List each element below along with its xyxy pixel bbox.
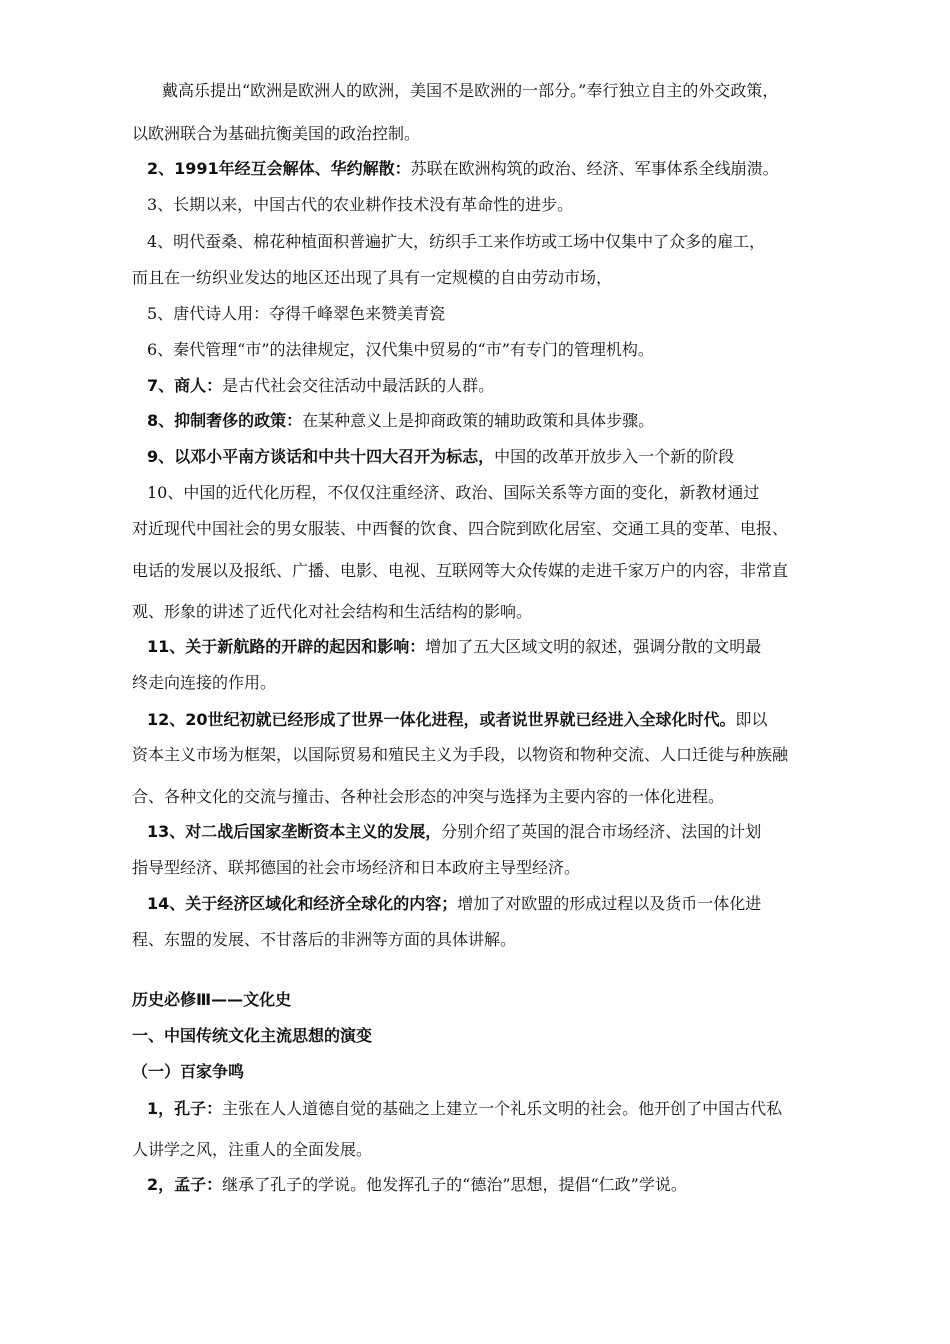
line-text: 观、形象的讲述了近代化对社会结构和生活结构的影响。 [132,602,533,621]
text-line [147,194,573,216]
section-title [132,989,291,1011]
text-line [147,709,768,731]
text-line [147,303,445,325]
line-text: 增加了对欧盟的形成过程以及货币一体化进 [457,894,762,913]
section-title-text: 历史必修Ⅲ——文化史 [132,990,292,1009]
line-text: 电话的发展以及报纸、广播、电影、电视、互联网等大众传媒的走进千家万户的内容，非常直 [132,561,789,580]
line-text: 6、秦代管理“市”的法律规定，汉代集中贸易的“市”有专门的管理机构。 [147,340,654,359]
text-line [147,1174,687,1196]
line-heading: 9、以邓小平南方谈话和中共十四大召开为标志， [147,447,495,466]
line-text: 5、唐代诗人用：夺得千峰翠色来赞美青瓷 [147,304,446,323]
line-text: 10、中国的近代化历程，不仅仅注重经济、政治、国际关系等方面的变化，新教材通过 [147,483,760,502]
line-text: 以欧洲联合为基础抗衡美国的政治控制。 [132,124,421,143]
text-line [132,560,788,582]
line-heading: 12、20世纪初就已经形成了世界一体化进程，或者说世界就已经进入全球化时代。 [147,710,736,729]
line-heading: 2，孟子： [147,1175,223,1194]
chapter-heading [132,1025,372,1047]
text-line [147,158,779,180]
line-text: 程、东盟的发展、不甘落后的非洲等方面的具体讲解。 [132,930,517,949]
line-text: 是古代社会交往活动中最活跃的人群。 [222,376,495,395]
line-heading: 14、关于经济区域化和经济全球化的内容； [147,894,458,913]
line-text: 戴高乐提出“欧洲是欧洲人的欧洲，美国不是欧洲的一部分。”奉行独立自主的外交政策， [162,81,779,100]
line-text: 苏联在欧洲构筑的政治、经济、军事体系全线崩溃。 [410,159,779,178]
line-text: 增加了五大区域文明的叙述，强调分散的文明最 [425,637,762,656]
line-text: 中国的改革开放步入一个新的阶段 [494,447,735,466]
text-line [132,123,420,145]
text-line [147,482,759,504]
line-text: 分别介绍了英国的混合市场经济、法国的计划 [441,822,762,841]
line-heading: 11、关于新航路的开辟的起因和影响： [147,637,426,656]
text-line [132,744,788,766]
line-text: 4、明代蚕桑、棉花种植面积普遍扩大，纺织手工来作坊或工场中仅集中了众多的雇工， [147,232,766,251]
text-line [147,339,654,361]
line-text: 在某种意义上是抑商政策的辅助政策和具体步骤。 [302,411,655,430]
line-text: 3、长期以来，中国古代的农业耕作技术没有革命性的进步。 [147,195,574,214]
line-heading: 8、抑制奢侈的政策： [147,411,303,430]
text-line [147,821,761,843]
text-line [162,80,778,102]
text-line [132,672,276,694]
line-text: 终走向连接的作用。 [132,673,277,692]
line-text: 资本主义市场为框架，以国际贸易和殖民主义为手段，以物资和物种交流、人口迁徙与种族融 [132,745,789,764]
line-text: 人讲学之风，注重人的全面发展。 [132,1140,373,1159]
text-line [132,601,532,623]
line-heading: 13、对二战后国家垄断资本主义的发展， [147,822,442,841]
line-heading: 2、1991年经互会解体、华约解散： [147,159,411,178]
line-text: 对近现代中国社会的男女服装、中西餐的饮食、四合院到欧化居室、交通工具的变革、电报、 [132,519,789,538]
text-line [147,410,654,432]
subsection-heading [132,1061,244,1083]
chapter-heading-text: 一、中国传统文化主流思想的演变 [132,1026,373,1045]
line-text: 即以 [735,710,768,729]
text-line [132,518,788,540]
line-text: 而且在一纺织业发达的地区还出现了具有一定规模的自由劳动市场， [132,268,613,287]
line-text: 继承了孔子的学说。他发挥孔子的“德治”思想，提倡“仁政”学说。 [222,1175,687,1194]
text-line [132,267,612,289]
text-line [132,786,724,808]
text-line [132,857,580,879]
subsection-heading-text: （一）百家争鸣 [132,1062,245,1081]
text-line [147,446,734,468]
text-line [147,893,761,915]
line-text: 指导型经济、联邦德国的社会市场经济和日本政府主导型经济。 [132,858,581,877]
line-text: 合、各种文化的交流与撞击、各种社会形态的冲突与选择为主要内容的一体化进程。 [132,787,725,806]
text-line [147,231,765,253]
line-heading: 1，孔子： [147,1099,223,1118]
text-line [147,1098,782,1120]
line-text: 主张在人人道德自觉的基础之上建立一个礼乐文明的社会。他开创了中国古代私 [222,1099,783,1118]
text-line [147,375,494,397]
text-line [147,636,761,658]
text-line [132,929,516,951]
line-heading: 7、商人： [147,376,223,395]
text-line [132,1139,372,1161]
